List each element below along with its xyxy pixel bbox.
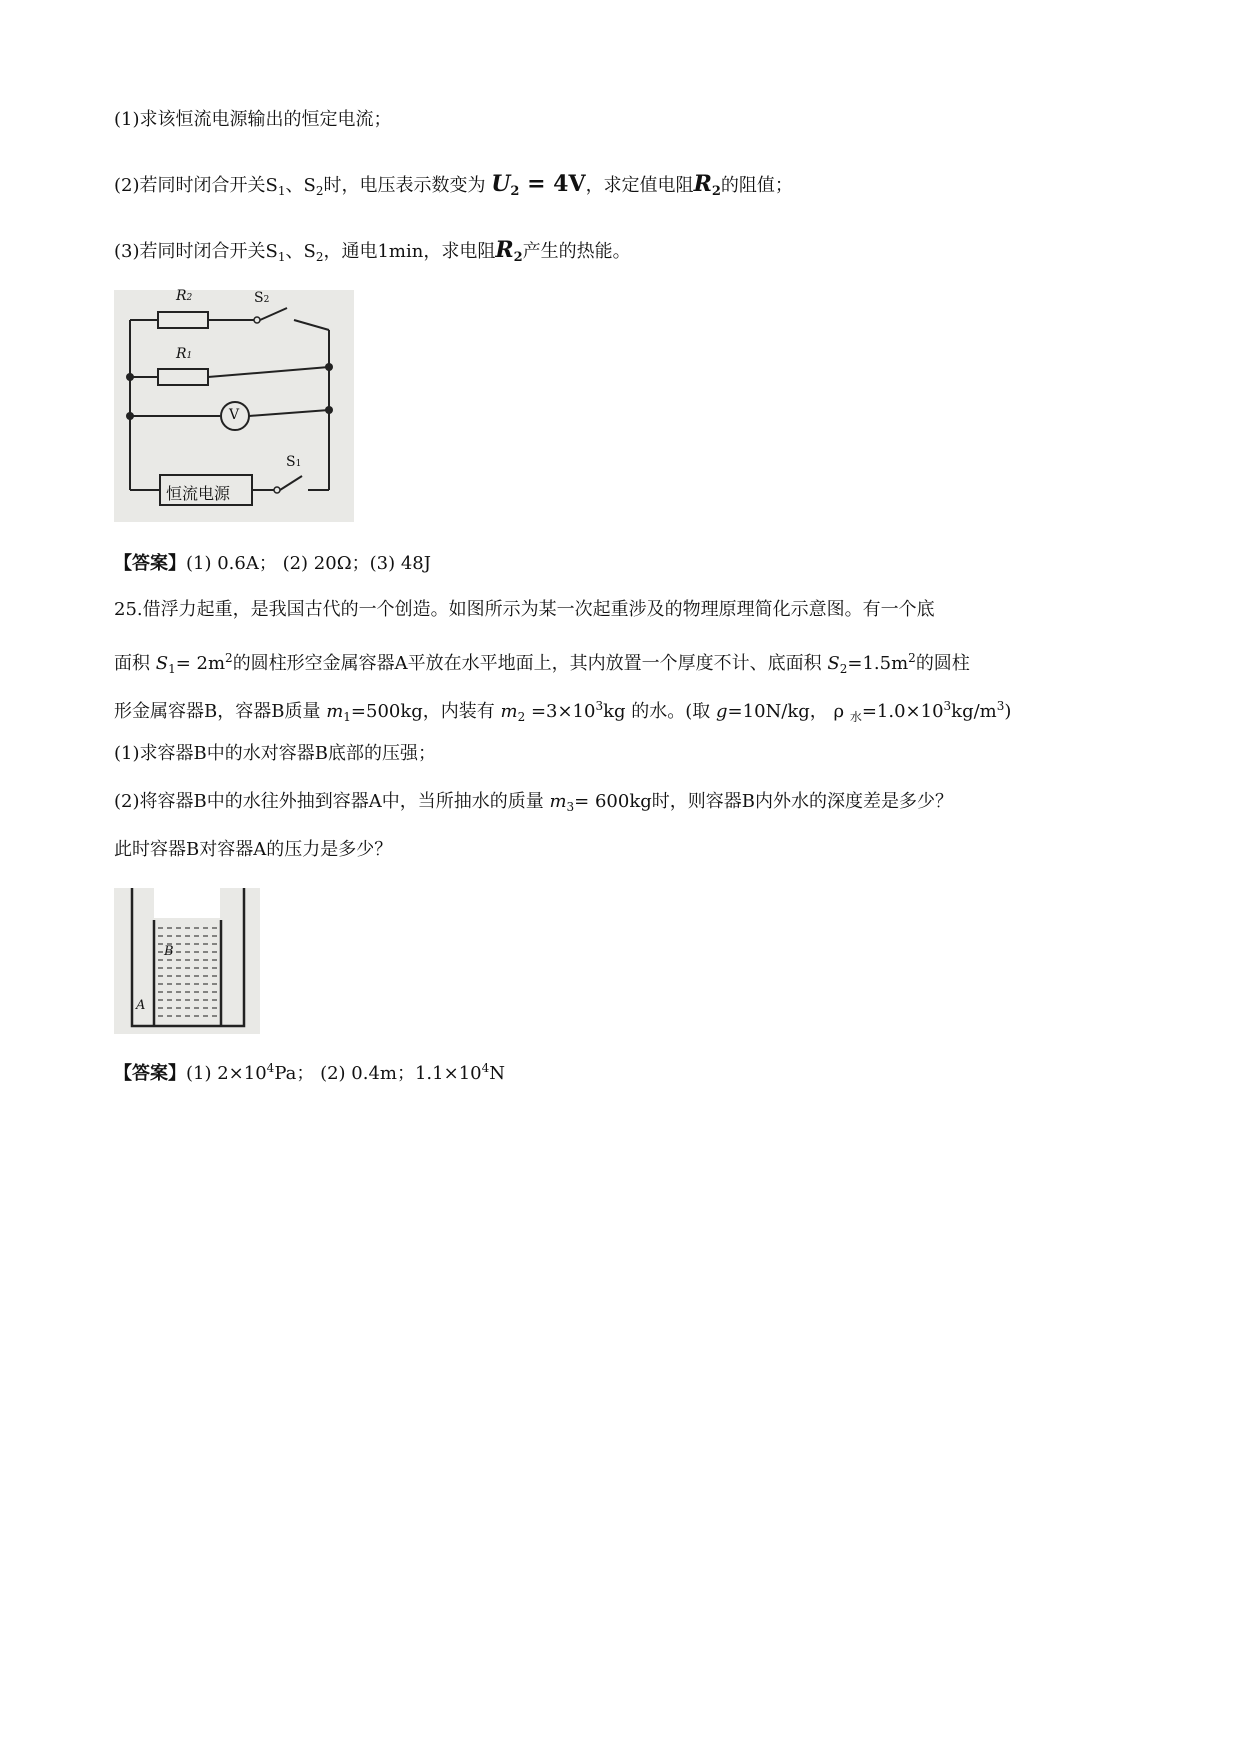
q24-answer [114, 552, 431, 576]
q24-part3-text-c: ，通电1min，求电阻 [323, 241, 496, 262]
q24-part2-text-e: 的阻值； [720, 175, 793, 196]
formula-u2: U2 = 4V [491, 171, 586, 199]
formula-r2: R2 [693, 171, 721, 199]
container-diagram [114, 888, 260, 1034]
formula-r2: R2 [495, 237, 523, 265]
q25-line3: 形金属容器B，容器B质量 $m_1=500kg$，内装有 $m_2 =3\times 10^3kg$ 的水。(取 g=10N/kg， ρ $_水=1.0\times 10^3kg/m^3$) [114, 699, 1012, 724]
r1-resistor [158, 369, 208, 385]
r1-label: R1 [176, 346, 193, 362]
q24-part3 [114, 238, 631, 270]
label-b: B [164, 944, 174, 959]
q25-answer: 【答案】(1) $2\times 10^4Pa$； (2) 0.4m；$1.1\times 10^4N$ [114, 1061, 505, 1084]
q24-part3-text-a: (3)若同时闭合开关S [114, 241, 278, 262]
s2-label: S2 [254, 290, 270, 306]
q24-part2-text-c: 时，电压表示数变为 [323, 175, 486, 196]
q25-line2: 面积 $S_1= 2m^2$的圆柱形空金属容器A平放在水平地面上，其内放置一个厚度不计、底面积 $S_2=1.5m^2$的圆柱 [114, 651, 970, 676]
answer-label: 【答案】 [114, 553, 186, 574]
q25-part2: (2)将容器B中的水往外抽到容器A中，当所抽水的质量 $m_3= 600kg$时，则容器B内外水的深度差是多少？ [114, 791, 953, 814]
r2-resistor [158, 312, 208, 328]
voltmeter-label: V [229, 407, 240, 423]
q25-line1: 25.借浮力起重，是我国古代的一个创造。如图所示为某一次起重涉及的物理原理简化示意图。有一个底 [114, 599, 935, 620]
circuit-diagram [114, 290, 354, 522]
q25-part1: (1)求容器B中的水对容器B底部的压强； [114, 743, 436, 764]
q25-part2-line2: 此时容器B对容器A的压力是多少？ [114, 839, 393, 860]
q24-part2-s1-sub: 1 [277, 184, 286, 198]
q24-part1: (1)求该恒流电源输出的恒定电流； [114, 109, 392, 130]
q24-part3-s2-sub: 2 [315, 250, 324, 264]
source-label: 恒流电源 [166, 484, 231, 503]
q24-part2 [114, 172, 793, 204]
r2-label: R2 [176, 288, 193, 304]
q24-part3-s1-sub: 1 [277, 250, 286, 264]
s1-label: S1 [286, 454, 302, 470]
label-a: A [136, 998, 146, 1013]
q24-part3-text-d: 产生的热能。 [522, 241, 631, 262]
q24-part2-text-b: 、S [285, 175, 316, 196]
q24-part2-text-a: (2)若同时闭合开关S [114, 175, 278, 196]
q24-part2-s2-sub: 2 [315, 184, 324, 198]
q24-part3-text-b: 、S [285, 241, 316, 262]
answer-text: (1) 0.6A； (2) 20Ω；(3) 48J [186, 553, 431, 574]
q24-part2-text-d: ，求定值电阻 [585, 175, 694, 196]
answer-label: 【答案】 [114, 1063, 186, 1084]
